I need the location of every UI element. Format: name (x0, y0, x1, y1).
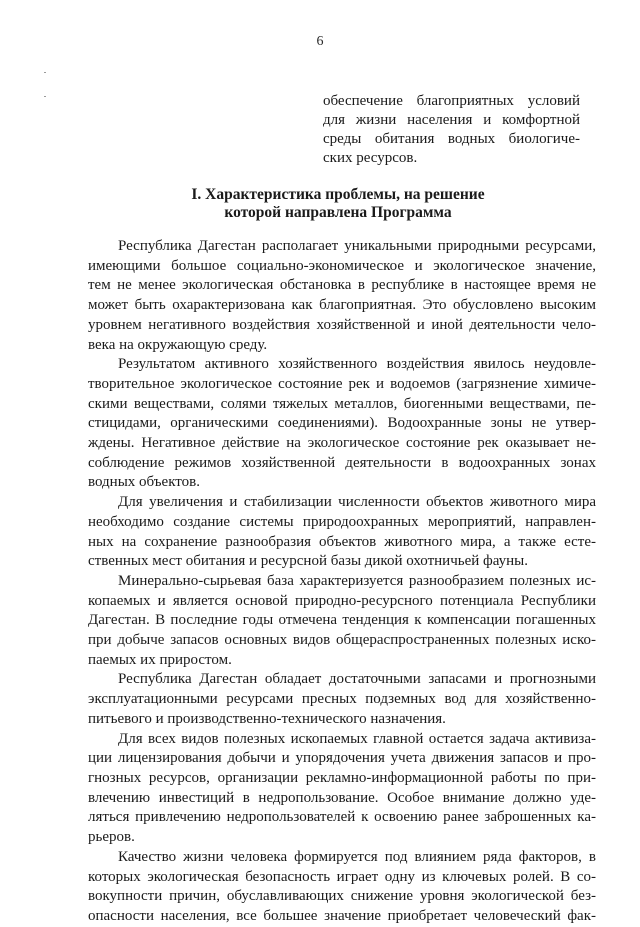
text-line: века на окружающую среду. (88, 336, 268, 353)
section-heading (88, 186, 588, 222)
text-line: эксплуатационными ресурсами пресных подземных вод для хозяйственно- (88, 691, 596, 708)
text-line: Республика Дагестан обладает достаточными запасами и прогнозными (118, 671, 596, 688)
text-line: необходимо создание системы природоохранных мероприятий, направлен- (88, 513, 596, 530)
text-line: которых экологическая безопасность играет одну из ключевых ролей. В со- (88, 868, 596, 885)
text-line: опасности населения, все большее значение приобретает человеческий фак- (88, 907, 596, 924)
text-line: стицидами, органическими соединениями). Водоохранные зоны не утвер- (88, 415, 596, 432)
text-line: ских ресурсов. (323, 150, 418, 166)
text-line: имеющими большое социально-экономическое и экологическое значение, (88, 257, 596, 274)
paragraph (88, 355, 596, 493)
goal-text-block (323, 92, 580, 168)
text-line: может быть охарактеризована как благоприятная. Это обусловлено высоким (88, 297, 596, 314)
text-line: водных объектов. (88, 474, 200, 491)
text-line: тем не менее экологическая обстановка в республике в настоящее время не (88, 277, 596, 294)
text-line: Дагестан. В последние годы отмечена тенденция к компенсации погашенных (88, 612, 596, 629)
text-line: ственных мест обитания и ресурсной базы дикой охотничьей фауны. (88, 553, 528, 570)
text-line: Республика Дагестан располагает уникальными природными ресурсами, (118, 238, 596, 254)
paragraph (88, 237, 596, 355)
margin-mark (44, 96, 46, 97)
text-line: для жизни населения и комфортной (323, 112, 580, 128)
text-line: Результатом активного хозяйственного воздействия явилось неудовле- (118, 356, 596, 373)
text-line: ждены. Негативное действие на экологическое состояние рек оказывает не- (88, 435, 596, 452)
text-line: ляться привлечению недропользователей к освоению ранее заброшенных ка- (88, 809, 596, 826)
paragraph (88, 848, 596, 927)
text-line: вокупности причин, обуславливающих снижение уровня экологической без- (88, 888, 596, 905)
paragraph (88, 493, 596, 572)
heading-line: I. Характеристика проблемы, на решение (191, 186, 485, 203)
heading-line: которой направлена Программа (224, 204, 452, 221)
text-line: Качество жизни человека формируется под влиянием ряда факторов, в (118, 848, 596, 865)
text-line: питьевого и производственно-технического назначения. (88, 710, 446, 727)
text-line: творительное экологическое состояние рек и водоемов (загрязнение химиче- (88, 375, 596, 392)
text-line: ции лицензирования добычи и упорядочения учета движения запасов и про- (88, 750, 596, 767)
text-line: Для всех видов полезных ископаемых главной остается задача активиза- (118, 730, 596, 747)
text-line: обеспечение благоприятных условий (323, 93, 580, 109)
text-line: скими веществами, солями тяжелых металлов, биогенными веществами, пе- (88, 395, 596, 412)
body-text (88, 237, 596, 927)
text-line: Для увеличения и стабилизации численности объектов животного мира (118, 494, 596, 511)
text-line: рьеров. (88, 829, 135, 846)
paragraph (88, 572, 596, 671)
text-line: уровнем негативного воздействия хозяйственной и иной деятельности чело- (88, 316, 596, 333)
paragraph (88, 730, 596, 848)
paragraph (88, 670, 596, 729)
text-line: гнозных ресурсов, организации рекламно-информационной работы по при- (88, 769, 596, 786)
text-line: паемых их приростом. (88, 651, 232, 668)
text-line: соблюдение режимов хозяйственной деятельности в водоохранных зонах (88, 454, 596, 471)
text-line: копаемых и является основой природно-ресурсного потенциала Республики (88, 592, 596, 609)
margin-mark (44, 72, 46, 73)
text-line: ных на сохранение разнообразия объектов животного мира, а также есте- (88, 533, 596, 550)
text-line: среды обитания водных биологиче- (323, 131, 580, 147)
page-number: 6 (316, 34, 324, 49)
text-line: при добыче запасов основных видов общераспространенных полезных иско- (88, 632, 596, 649)
text-line: влечению инвестиций в недропользование. Особое внимание должно уде- (88, 789, 596, 806)
text-line: Минерально-сырьевая база характеризуется разнообразием полезных ис- (118, 572, 596, 589)
